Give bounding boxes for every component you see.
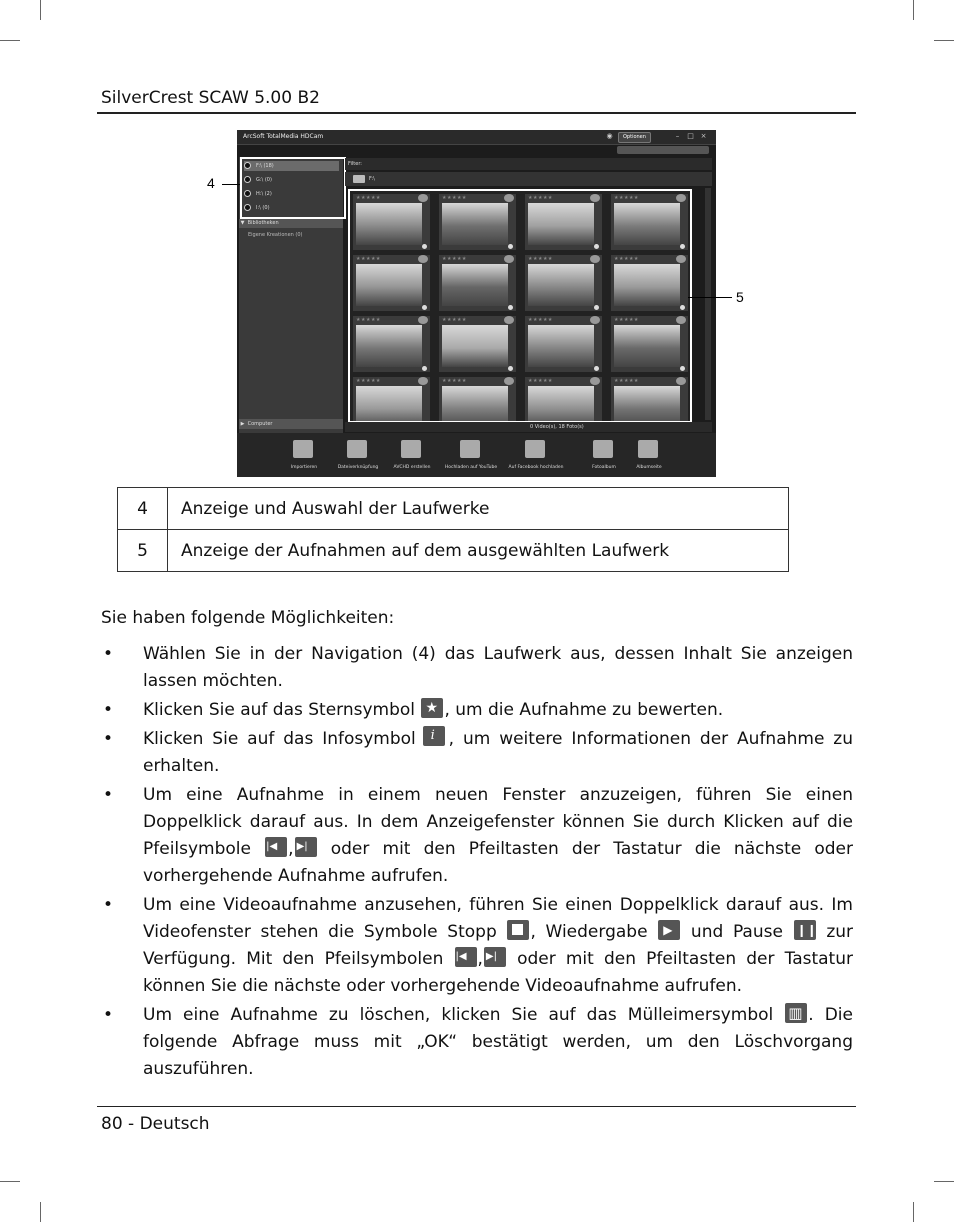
- info-icon[interactable]: [508, 305, 513, 310]
- toolbar-label: Importieren: [290, 465, 318, 470]
- crop-mark: [40, 1202, 41, 1222]
- pause-icon: [794, 920, 816, 940]
- rating-stars-icon[interactable]: ★★★★★: [442, 256, 467, 262]
- new-badge-icon: [676, 255, 686, 263]
- rating-stars-icon[interactable]: ★★★★★: [614, 317, 639, 323]
- new-badge-icon: [504, 255, 514, 263]
- bullet-list: [101, 641, 853, 1085]
- crop-mark: [913, 0, 914, 20]
- thumbnail[interactable]: [353, 316, 430, 372]
- rating-stars-icon[interactable]: ★★★★★: [528, 256, 553, 262]
- drive-item[interactable]: G:\ (0): [244, 175, 339, 185]
- info-icon[interactable]: [594, 305, 599, 310]
- software-screenshot: [237, 130, 716, 477]
- drive-item[interactable]: F:\ (18): [244, 161, 339, 171]
- callout-4-line: [222, 184, 240, 185]
- photo-thumbnail[interactable]: [614, 203, 680, 245]
- previous-icon: [455, 947, 477, 967]
- photo-thumbnail[interactable]: [528, 325, 594, 367]
- radio-icon: [244, 176, 251, 183]
- drive-list: [240, 157, 346, 219]
- rating-stars-icon[interactable]: ★★★★★: [356, 256, 381, 262]
- options-button[interactable]: Optionen: [618, 132, 651, 143]
- sidebar: [239, 157, 343, 457]
- photo-thumbnail[interactable]: [614, 325, 680, 367]
- thumbnail[interactable]: [439, 316, 516, 372]
- rating-stars-icon[interactable]: ★★★★★: [356, 317, 381, 323]
- play-icon: [658, 920, 680, 940]
- new-badge-icon: [418, 255, 428, 263]
- thumbnail[interactable]: [353, 194, 430, 250]
- thumbnail[interactable]: [611, 255, 688, 311]
- thumbnail[interactable]: [611, 316, 688, 372]
- info-icon[interactable]: [680, 244, 685, 249]
- crop-mark: [913, 1202, 914, 1222]
- new-badge-icon: [590, 377, 600, 385]
- photo-thumbnail[interactable]: [614, 386, 680, 423]
- toolbar-icon: [525, 440, 545, 458]
- new-badge-icon: [676, 194, 686, 202]
- previous-icon: [265, 837, 287, 857]
- star-icon: [421, 698, 443, 718]
- rating-stars-icon[interactable]: ★★★★★: [528, 195, 553, 201]
- help-icon[interactable]: ◉: [606, 132, 613, 140]
- thumbnail[interactable]: [353, 255, 430, 311]
- crop-mark: [934, 40, 954, 41]
- computer-header[interactable]: ▶ Computer: [239, 419, 343, 429]
- rating-stars-icon[interactable]: ★★★★★: [442, 378, 467, 384]
- info-icon: [423, 726, 445, 746]
- table-cell-number: 4: [118, 488, 168, 530]
- minimize-icon[interactable]: –: [675, 132, 680, 140]
- crop-mark: [0, 1181, 20, 1182]
- thumbnail[interactable]: [525, 377, 602, 423]
- photo-thumbnail[interactable]: [356, 325, 422, 367]
- info-icon[interactable]: [422, 305, 427, 310]
- toolbar-icon: [347, 440, 367, 458]
- thumbnail[interactable]: [611, 194, 688, 250]
- thumbnail-grid: [348, 189, 692, 423]
- toolbar-icon: [593, 440, 613, 458]
- table-cell-text: Anzeige der Aufnahmen auf dem ausgewählten Laufwerk: [168, 530, 789, 572]
- photo-thumbnail[interactable]: [528, 386, 594, 423]
- callout-5-line: [688, 297, 732, 298]
- trash-icon: [785, 1003, 807, 1023]
- crop-mark: [934, 1181, 954, 1182]
- toolbar-label: Dateiverknüpfung: [337, 465, 379, 470]
- list-item: • Klicken Sie auf das Infosymbol i , um weitere Informationen der Aufnahme zu erhalten.: [101, 726, 853, 780]
- library-header[interactable]: ▼ Bibliotheken: [239, 219, 343, 228]
- status-text: 0 Video(s), 18 Foto(s): [530, 424, 584, 430]
- app-titlebar: [237, 130, 716, 145]
- info-icon[interactable]: [422, 366, 427, 371]
- filter-label: Filter:: [348, 161, 362, 167]
- header-rule: [97, 112, 856, 114]
- new-badge-icon: [676, 377, 686, 385]
- table-row: [118, 488, 789, 530]
- photo-thumbnail[interactable]: [356, 264, 422, 306]
- toolbar-icon: [293, 440, 313, 458]
- rating-stars-icon[interactable]: ★★★★★: [614, 256, 639, 262]
- search-input[interactable]: [617, 146, 709, 154]
- photo-thumbnail[interactable]: [356, 386, 422, 423]
- rating-stars-icon[interactable]: ★★★★★: [356, 378, 381, 384]
- thumbnail[interactable]: [439, 377, 516, 423]
- radio-icon: [244, 190, 251, 197]
- filter-bar: [345, 158, 712, 170]
- new-badge-icon: [504, 316, 514, 324]
- toolbar-label: Fotoalbum: [592, 465, 616, 470]
- bottom-toolbar: [237, 433, 716, 477]
- list-item: • Um eine Videoaufnahme anzusehen, führen Sie einen Doppelklick darauf aus. Im Videofenster stehen die Symbole Stopp , Wiedergabe ▶ und Pause ❙❙ zur Verfügung. Mit den Pfeilsymbolen |◀ ,▶| oder mit den Pfeiltasten der Tastatur können Sie die nächste oder vorhergehende Videoaufnahme aufrufen.: [101, 892, 853, 1000]
- crop-mark: [0, 40, 20, 41]
- new-badge-icon: [418, 377, 428, 385]
- photo-thumbnail[interactable]: [528, 203, 594, 245]
- photo-thumbnail[interactable]: [442, 325, 508, 367]
- list-item: • Um eine Aufnahme zu löschen, klicken Sie auf das Mülleimersymbol ▥ . Die folgende Abfrage muss mit „OK“ bestätigt werden, um den Löschvorgang auszuführen.: [101, 1002, 853, 1083]
- rating-stars-icon[interactable]: ★★★★★: [528, 378, 553, 384]
- crop-mark: [40, 0, 41, 20]
- toolbar-icon: [638, 440, 658, 458]
- maximize-icon[interactable]: □: [687, 132, 694, 140]
- toolbar-button[interactable]: [442, 435, 500, 475]
- toolbar-button[interactable]: [383, 435, 441, 475]
- close-icon[interactable]: ×: [700, 132, 707, 140]
- legend-table: [117, 487, 789, 572]
- library-item[interactable]: Eigene Kreationen (0): [248, 232, 303, 238]
- photo-thumbnail[interactable]: [442, 264, 508, 306]
- rating-stars-icon[interactable]: ★★★★★: [614, 195, 639, 201]
- thumbnail[interactable]: [353, 377, 430, 423]
- table-cell-number: 5: [118, 530, 168, 572]
- drive-item[interactable]: H:\ (2): [244, 189, 339, 199]
- list-item: • Klicken Sie auf das Sternsymbol ★ , um die Aufnahme zu bewerten.: [101, 697, 853, 724]
- rating-stars-icon[interactable]: ★★★★★: [442, 195, 467, 201]
- toolbar-label: Auf Facebook hochladen: [508, 465, 564, 470]
- info-icon[interactable]: [508, 366, 513, 371]
- toolbar-button[interactable]: [329, 435, 387, 475]
- photo-thumbnail[interactable]: [442, 203, 508, 245]
- scrollbar[interactable]: [705, 188, 711, 420]
- callout-4-label: 4: [207, 175, 215, 191]
- new-badge-icon: [590, 316, 600, 324]
- info-icon[interactable]: [508, 244, 513, 249]
- rating-stars-icon[interactable]: ★★★★★: [614, 378, 639, 384]
- toolbar-button[interactable]: [620, 435, 678, 475]
- table-cell-text: Anzeige und Auswahl der Laufwerke: [168, 488, 789, 530]
- thumbnail[interactable]: [525, 194, 602, 250]
- app-title: ArcSoft TotalMedia HDCam: [243, 133, 324, 140]
- next-icon: [484, 947, 506, 967]
- thumbnail[interactable]: [439, 255, 516, 311]
- stop-icon: [507, 920, 529, 940]
- folder-icon: [353, 175, 365, 183]
- info-icon[interactable]: [680, 366, 685, 371]
- page-header-title: SilverCrest SCAW 5.00 B2: [101, 88, 320, 108]
- info-icon[interactable]: [594, 366, 599, 371]
- path-bar: [345, 172, 712, 186]
- thumbnail[interactable]: [439, 194, 516, 250]
- new-badge-icon: [504, 194, 514, 202]
- info-icon[interactable]: [680, 305, 685, 310]
- list-item: • Um eine Aufnahme in einem neuen Fenster anzuzeigen, führen Sie einen Doppelklick darauf aus. In dem Anzeigefenster können Sie durch Klicken auf die Pfeilsymbole |◀ ,▶| oder mit den Pfeiltasten der Tastatur die nächste oder vorhergehende Aufnahme aufrufen.: [101, 782, 853, 890]
- next-icon: [295, 837, 317, 857]
- info-icon[interactable]: [594, 244, 599, 249]
- toolbar-label: Albumseite: [636, 465, 662, 470]
- status-bar: [345, 422, 712, 432]
- drive-item[interactable]: I:\ (0): [244, 203, 339, 213]
- new-badge-icon: [504, 377, 514, 385]
- photo-thumbnail[interactable]: [528, 264, 594, 306]
- info-icon[interactable]: [422, 244, 427, 249]
- toolbar-label: Hochladen auf YouTube: [444, 465, 498, 470]
- new-badge-icon: [590, 194, 600, 202]
- toolbar-label: AVCHD erstellen: [393, 465, 431, 470]
- new-badge-icon: [590, 255, 600, 263]
- new-badge-icon: [676, 316, 686, 324]
- radio-icon: [244, 204, 251, 211]
- photo-thumbnail[interactable]: [442, 386, 508, 423]
- photo-thumbnail[interactable]: [614, 264, 680, 306]
- toolbar-button[interactable]: [507, 435, 565, 475]
- rating-stars-icon[interactable]: ★★★★★: [528, 317, 553, 323]
- new-badge-icon: [418, 316, 428, 324]
- callout-5-label: 5: [736, 289, 744, 305]
- intro-text: Sie haben folgende Möglichkeiten:: [101, 608, 395, 628]
- rating-stars-icon[interactable]: ★★★★★: [356, 195, 381, 201]
- toolbar-button[interactable]: [275, 435, 333, 475]
- radio-icon: [244, 162, 251, 169]
- page-footer: 80 - Deutsch: [101, 1114, 210, 1134]
- table-row: [118, 530, 789, 572]
- new-badge-icon: [418, 194, 428, 202]
- photo-thumbnail[interactable]: [356, 203, 422, 245]
- toolbar-icon: [460, 440, 480, 458]
- thumbnail[interactable]: [525, 255, 602, 311]
- path-label: F:\: [369, 176, 375, 182]
- footer-rule: [97, 1106, 856, 1107]
- list-item: • Wählen Sie in der Navigation (4) das Laufwerk aus, dessen Inhalt Sie anzeigen lassen möchten.: [101, 641, 853, 695]
- thumbnail[interactable]: [611, 377, 688, 423]
- rating-stars-icon[interactable]: ★★★★★: [442, 317, 467, 323]
- toolbar-icon: [401, 440, 421, 458]
- thumbnail[interactable]: [525, 316, 602, 372]
